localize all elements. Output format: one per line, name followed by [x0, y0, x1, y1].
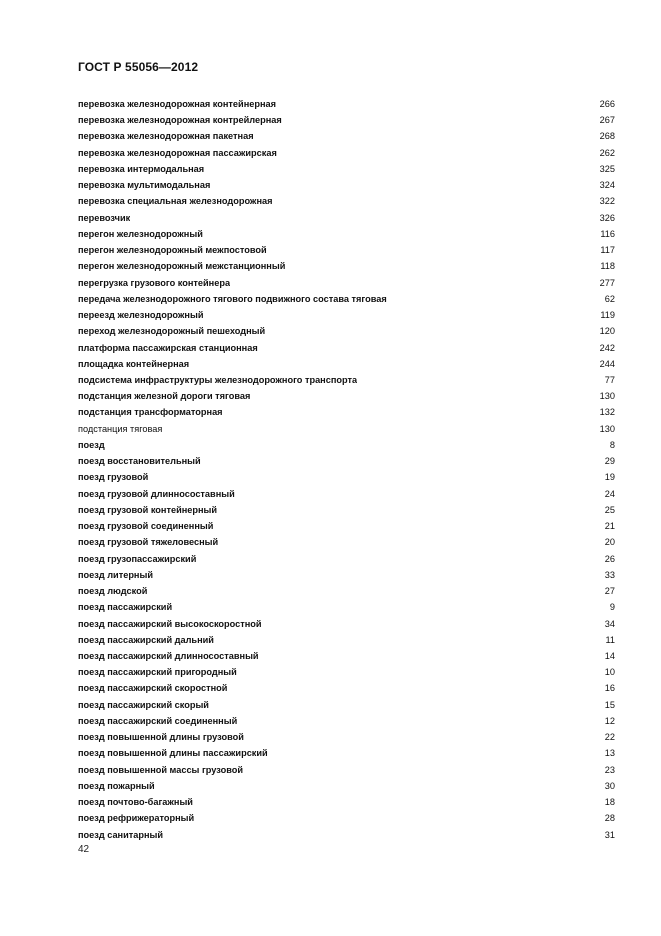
index-page-ref: 266 — [599, 99, 615, 109]
index-page-ref: 242 — [599, 342, 615, 353]
index-page-ref: 30 — [604, 780, 615, 791]
index-term: перегон железнодорожный межпостовой — [78, 245, 267, 256]
index-page-ref: 325 — [599, 163, 615, 174]
index-term: передача железнодорожного тягового подвижного состава тяговая — [78, 293, 387, 304]
index-term: поезд санитарный — [78, 829, 164, 840]
index-entry — [78, 534, 615, 550]
index-page-ref: 23 — [604, 764, 615, 775]
page-number: 42 — [78, 844, 90, 855]
index-term: перевозка железнодорожная контейнерная — [78, 99, 276, 109]
index-term: подстанция трансформаторная — [78, 407, 223, 418]
index-entry — [78, 258, 615, 274]
index-page-ref: 268 — [599, 131, 615, 142]
index-page-ref: 119 — [600, 310, 615, 321]
index-page-ref: 21 — [604, 521, 615, 532]
index-page-ref: 8 — [609, 439, 615, 450]
index-term: перегрузка грузового контейнера — [78, 277, 231, 288]
index-entry — [78, 453, 615, 469]
index-term: поезд грузовой соединенный — [78, 521, 214, 532]
index-entry — [78, 697, 615, 713]
index-page-ref: 13 — [604, 748, 615, 759]
index-entry — [78, 96, 615, 112]
index-entry — [78, 128, 615, 144]
index-page-ref: 24 — [604, 488, 615, 499]
index-entry — [78, 323, 615, 339]
index-page-ref: 31 — [604, 829, 615, 840]
index-page-ref: 322 — [599, 196, 615, 207]
index-page-ref: 77 — [604, 374, 615, 385]
index-page-ref: 25 — [604, 504, 615, 515]
index-entry — [78, 177, 615, 193]
index-term: поезд грузовой контейнерный — [78, 504, 218, 515]
index-entry — [78, 275, 615, 291]
index-entry — [78, 291, 615, 307]
index-term: подстанция тяговая — [78, 423, 163, 434]
index-term: перевозка мультимодальная — [78, 180, 211, 191]
index-entry — [78, 145, 615, 161]
index-entry — [78, 404, 615, 420]
index-term: поезд пожарный — [78, 780, 155, 791]
index-page-ref: 15 — [604, 699, 615, 710]
index-entry — [78, 648, 615, 664]
index-entry — [78, 388, 615, 404]
index-page-ref: 116 — [600, 228, 615, 239]
index-entry — [78, 632, 615, 648]
index-page-ref: 16 — [604, 683, 615, 694]
index-entry — [78, 356, 615, 372]
index-page-ref: 118 — [600, 261, 615, 272]
index-entry — [78, 713, 615, 729]
index-term: перевозка интермодальная — [78, 163, 205, 174]
index-page-ref: 20 — [604, 537, 615, 548]
index-term: подсистема инфраструктуры железнодорожного транспорта — [78, 374, 358, 385]
index-page-ref: 267 — [599, 115, 615, 126]
index-page-ref: 130 — [599, 423, 615, 434]
index-entry — [78, 502, 615, 518]
index-term: перевозка специальная железнодорожная — [78, 196, 273, 207]
index-term: поезд грузовой тяжеловесный — [78, 537, 219, 548]
index-page-ref: 62 — [604, 293, 615, 304]
index-entry — [78, 210, 615, 226]
index-entry — [78, 307, 615, 323]
index-entry — [78, 518, 615, 534]
index-page-ref: 27 — [604, 586, 615, 597]
index-term: перевозка железнодорожная пассажирская — [78, 147, 277, 158]
index-entry — [78, 616, 615, 632]
index-entry — [78, 664, 615, 680]
index-entry — [78, 226, 615, 242]
index-term: поезд повышенной массы грузовой — [78, 764, 244, 775]
index-entry — [78, 599, 615, 615]
index-entry — [78, 680, 615, 696]
index-entry — [78, 469, 615, 485]
index-page-ref: 130 — [599, 391, 615, 402]
index-term: перевозчик — [78, 212, 131, 223]
index-page-ref: 244 — [599, 358, 615, 369]
index-entry — [78, 583, 615, 599]
index-term: поезд пассажирский соединенный — [78, 715, 238, 726]
index-entry — [78, 421, 615, 437]
index-term: поезд грузовой длинносоставный — [78, 488, 235, 499]
index-page-ref: 262 — [599, 147, 615, 158]
index-entry — [78, 745, 615, 761]
index-entry — [78, 794, 615, 810]
index-page-ref: 22 — [604, 732, 615, 743]
index-term: поезд почтово-багажный — [78, 797, 193, 808]
index-entry — [78, 827, 615, 843]
index-page-ref: 324 — [599, 180, 615, 191]
index-page-ref: 33 — [604, 569, 615, 580]
index-term: перегон железнодорожный межстанционный — [78, 261, 286, 272]
index-page-ref: 34 — [604, 618, 615, 629]
index-term: перевозка железнодорожная пакетная — [78, 131, 254, 142]
index-term: поезд людской — [78, 586, 148, 597]
index-page-ref: 326 — [599, 212, 615, 223]
index-entry — [78, 193, 615, 209]
index-term: поезд пассажирский дальний — [78, 634, 214, 645]
index-term: поезд — [78, 439, 105, 450]
index-list — [78, 96, 615, 843]
index-term: поезд грузопассажирский — [78, 553, 197, 564]
index-page-ref: 12 — [604, 715, 615, 726]
index-term: поезд пассажирский высокоскоростной — [78, 618, 262, 629]
document-header: ГОСТ Р 55056—2012 — [78, 60, 199, 74]
index-term: площадка контейнерная — [78, 358, 190, 369]
index-page-ref: 9 — [609, 602, 615, 613]
index-entry — [78, 437, 615, 453]
index-page-ref: 10 — [604, 667, 615, 678]
index-entry — [78, 810, 615, 826]
index-page-ref: 120 — [599, 326, 615, 337]
index-entry — [78, 372, 615, 388]
index-term: поезд повышенной длины пассажирский — [78, 748, 268, 759]
index-entry — [78, 729, 615, 745]
index-term: поезд пассажирский скоростной — [78, 683, 228, 694]
index-page-ref: 11 — [605, 634, 615, 645]
index-page-ref: 26 — [604, 553, 615, 564]
index-term: поезд пассажирский пригородный — [78, 667, 237, 678]
index-term: поезд восстановительный — [78, 456, 201, 467]
index-term: поезд пассажирский — [78, 602, 173, 613]
index-term: перегон железнодорожный — [78, 228, 203, 239]
index-term: поезд пассажирский скорый — [78, 699, 209, 710]
index-entry — [78, 242, 615, 258]
index-term: поезд грузовой — [78, 472, 149, 483]
index-page-ref: 277 — [599, 277, 615, 288]
index-term: поезд рефрижераторный — [78, 813, 195, 824]
index-term: поезд пассажирский длинносоставный — [78, 650, 259, 661]
index-term: переезд железнодорожный — [78, 310, 204, 321]
index-page-ref: 28 — [604, 813, 615, 824]
index-page-ref: 19 — [604, 472, 615, 483]
index-term: платформа пассажирская станционная — [78, 342, 258, 353]
index-term: подстанция железной дороги тяговая — [78, 391, 251, 402]
index-entry — [78, 486, 615, 502]
index-entry — [78, 778, 615, 794]
index-page-ref: 18 — [604, 797, 615, 808]
index-entry — [78, 551, 615, 567]
index-term: перевозка железнодорожная контрейлерная — [78, 115, 282, 126]
index-page-ref: 29 — [604, 456, 615, 467]
index-term: поезд повышенной длины грузовой — [78, 732, 244, 743]
index-entry — [78, 112, 615, 128]
index-term: переход железнодорожный пешеходный — [78, 326, 266, 337]
index-entry — [78, 762, 615, 778]
index-entry — [78, 567, 615, 583]
index-page-ref: 132 — [599, 407, 615, 418]
index-entry — [78, 161, 615, 177]
index-term: поезд литерный — [78, 569, 153, 580]
index-page-ref: 14 — [604, 650, 615, 661]
index-entry — [78, 340, 615, 356]
index-page-ref: 117 — [600, 245, 615, 256]
